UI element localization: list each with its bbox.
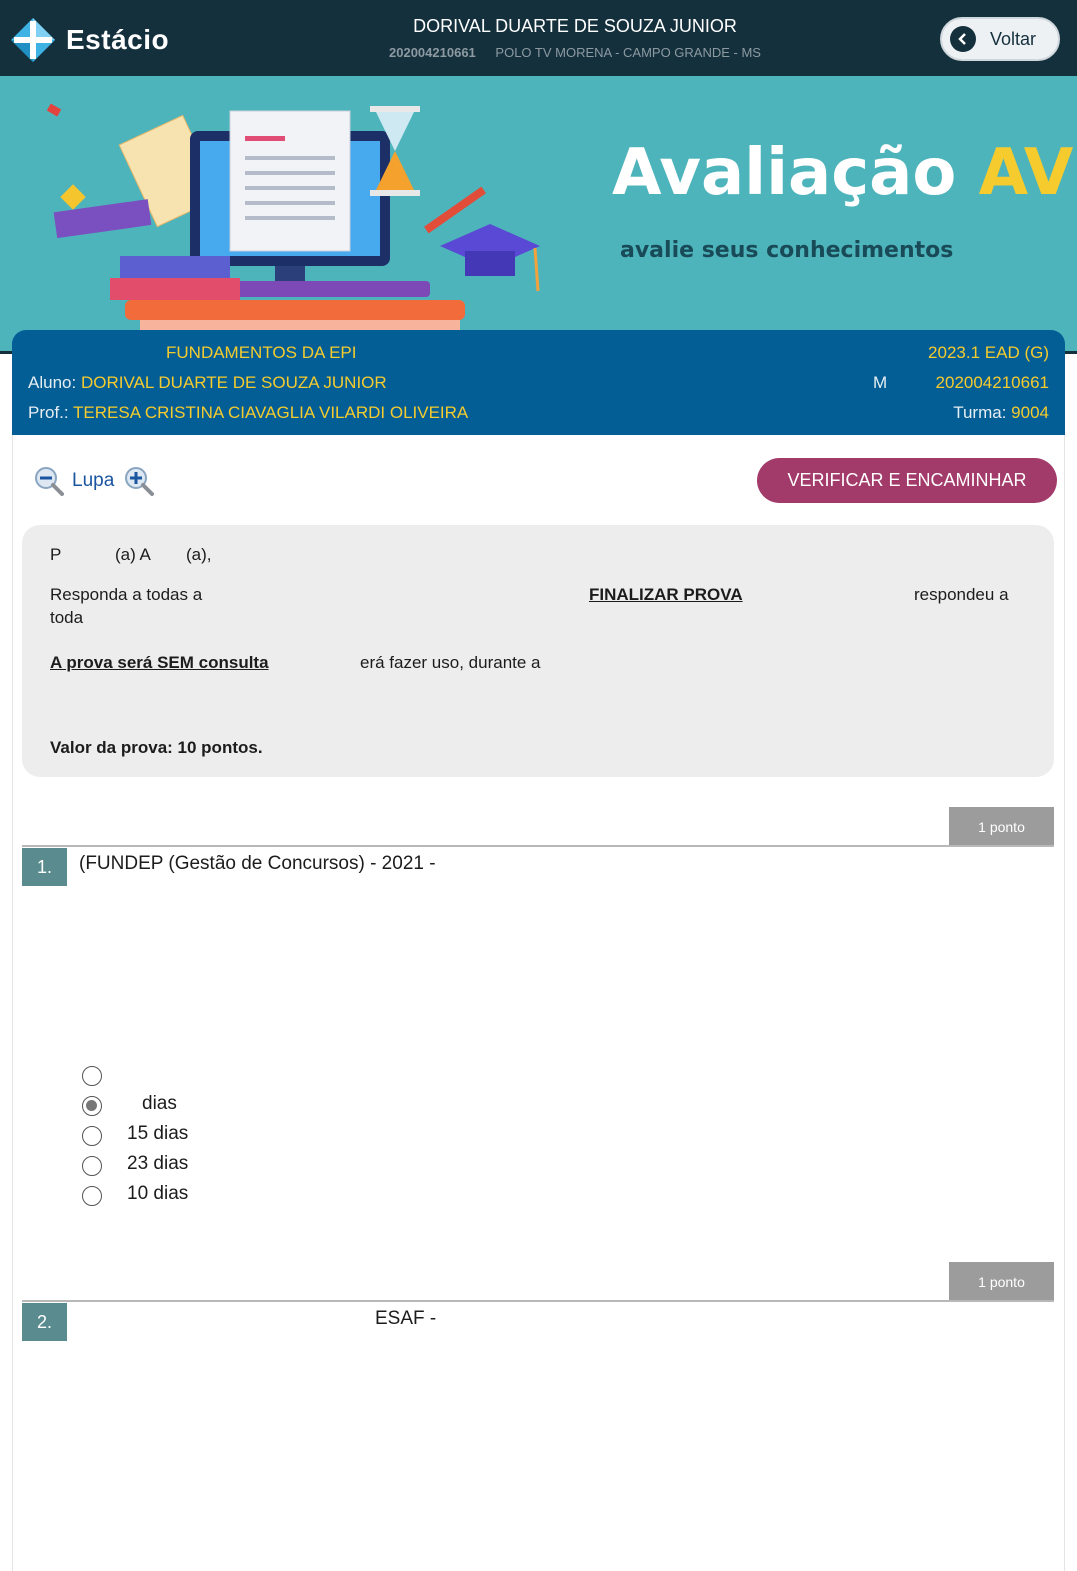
question-2-number: 2.: [22, 1303, 67, 1341]
instr-no-consult: A prova será SEM consulta: [50, 653, 269, 672]
question-1-option-3[interactable]: [82, 1123, 189, 1148]
student-row: [28, 373, 387, 393]
question-1-option-1[interactable]: [82, 1064, 102, 1088]
option-label: 10 dias: [127, 1183, 189, 1204]
radio-button[interactable]: [82, 1126, 102, 1146]
estacio-logo-icon: [10, 17, 56, 63]
option-label: 23 dias: [127, 1153, 189, 1174]
header-campus: POLO TV MORENA - CAMPO GRANDE - MS: [495, 45, 761, 60]
instructions-box: [22, 525, 1054, 777]
option-label: 15 dias: [127, 1123, 189, 1144]
banner-title: [612, 136, 1073, 210]
professor-row: [28, 403, 468, 423]
professor-name: TERESA CRISTINA CIAVAGLIA VILARDI OLIVEIRA: [73, 403, 469, 422]
m-label: M: [873, 373, 888, 392]
class-row: [953, 403, 1049, 423]
question-1-option-4[interactable]: [82, 1153, 189, 1178]
question-1-option-5[interactable]: [82, 1183, 189, 1208]
hero-banner: [0, 76, 1077, 354]
registration-number: 202004210661: [935, 373, 1049, 392]
estacio-logo: [10, 14, 169, 66]
question-2-text: ESAF -: [375, 1308, 437, 1329]
header-student-name: DORIVAL DUARTE DE SOUZA JUNIOR: [413, 16, 737, 36]
course-info-panel: [12, 330, 1065, 435]
question-1-option-2[interactable]: [82, 1093, 177, 1118]
zoom-out-icon[interactable]: [34, 466, 64, 496]
banner-title-accent: AV: [978, 136, 1074, 210]
student-label: Aluno:: [28, 373, 77, 392]
radio-button[interactable]: [82, 1066, 102, 1086]
back-button-label: Voltar: [990, 28, 1037, 49]
question-1-divider: [22, 845, 1054, 847]
question-1-text: (FUNDEP (Gestão de Concursos) - 2021 -: [79, 853, 436, 874]
discipline-name: FUNDAMENTOS DA EPI: [166, 343, 357, 362]
instr-line2-c: respondeu a: [914, 585, 1009, 604]
banner-title-main: Avaliação: [612, 136, 957, 210]
class-code: 9004: [1011, 403, 1049, 422]
question-1-number: 1.: [22, 848, 67, 886]
class-label: Turma:: [953, 403, 1007, 422]
question-2-points: 1 ponto: [949, 1262, 1054, 1302]
zoom-label: Lupa: [72, 470, 115, 491]
instr-line1-c: (a),: [186, 545, 212, 564]
instr-line2-d: toda: [50, 608, 84, 627]
radio-button[interactable]: [82, 1186, 102, 1206]
header-registration: 202004210661: [389, 45, 476, 60]
instr-line3-b: erá fazer uso, durante a: [360, 653, 541, 672]
zoom-in-icon[interactable]: [124, 466, 154, 496]
exam-value: Valor da prova: 10 pontos.: [50, 738, 263, 757]
instr-line2-a: Responda a todas a: [50, 585, 203, 604]
back-button[interactable]: [940, 17, 1060, 61]
question-2-divider: [22, 1300, 1054, 1302]
logo-text: Estácio: [66, 24, 170, 55]
banner-subtitle: avalie seus conhecimentos: [620, 238, 954, 263]
instr-line1-a: P: [50, 545, 62, 564]
option-label: dias: [142, 1093, 177, 1114]
zoom-controls: [34, 466, 154, 496]
chevron-left-icon: [950, 26, 976, 52]
student-header: [330, 16, 820, 60]
radio-button-selected[interactable]: [82, 1096, 102, 1116]
question-1-points: 1 ponto: [949, 807, 1054, 847]
header-student-info: [330, 45, 820, 60]
term-code: 2023.1 EAD (G): [928, 343, 1049, 362]
verify-submit-button[interactable]: VERIFICAR E ENCAMINHAR: [757, 458, 1057, 503]
radio-button[interactable]: [82, 1156, 102, 1176]
professor-label: Prof.:: [28, 403, 69, 422]
top-bar: [0, 0, 1077, 76]
exam-illustration: [40, 96, 560, 336]
student-name: DORIVAL DUARTE DE SOUZA JUNIOR: [80, 373, 387, 392]
instr-line1-b: (a) A: [115, 545, 151, 564]
instr-finalize-link: FINALIZAR PROVA: [589, 585, 743, 604]
